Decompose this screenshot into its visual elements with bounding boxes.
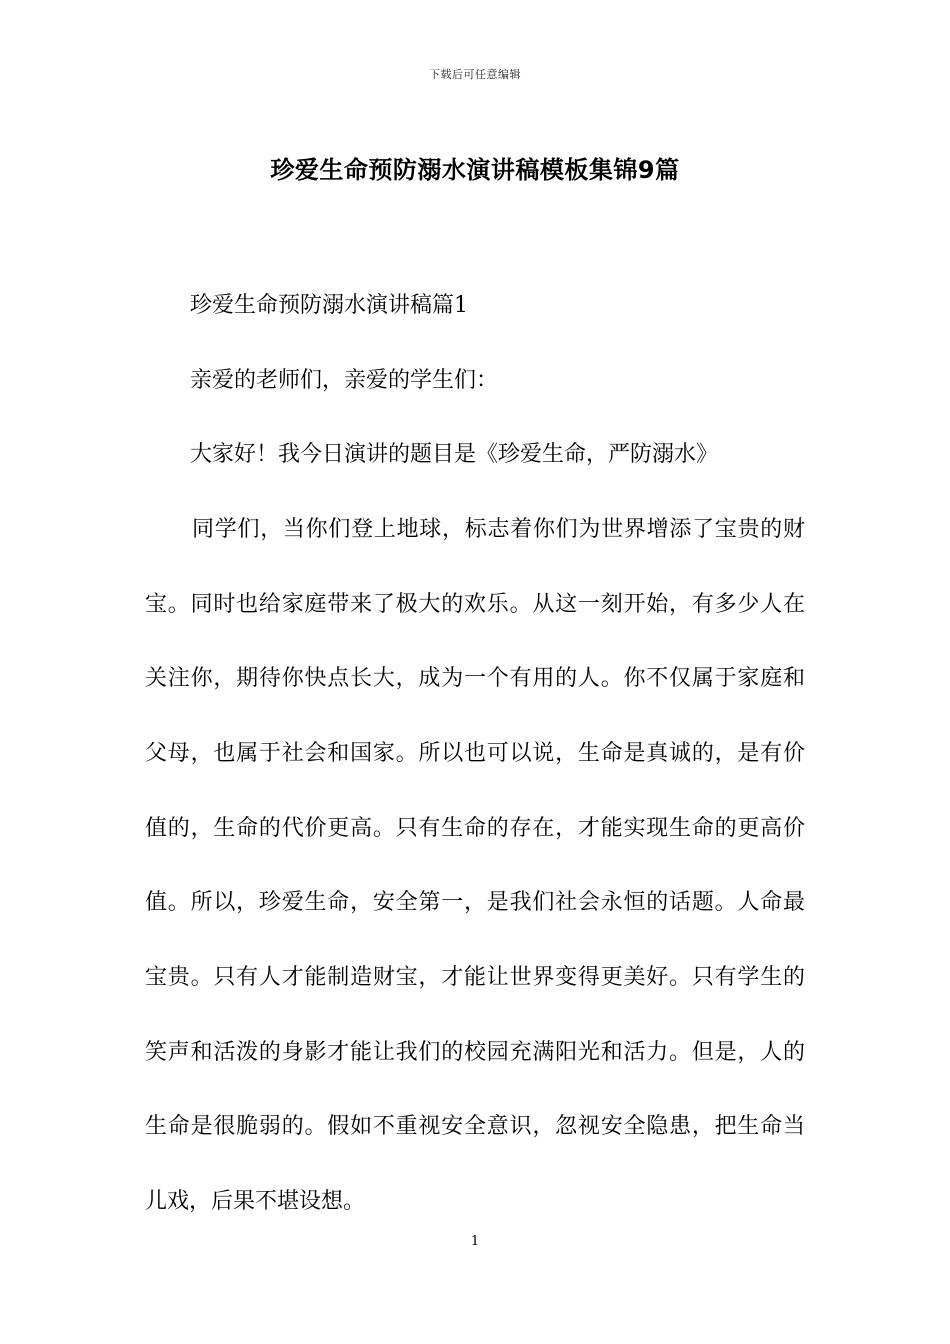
page-number: 1 [470,1234,480,1249]
document-title: 珍爱生命预防溺水演讲稿模板集锦9篇 [270,156,680,184]
body-line: 值。所以，珍爱生命，安全第一，是我们社会永恒的话题。人命最 [145,890,805,915]
body-line: 同学们，当你们登上地球，标志着你们为世界增添了宝贵的财 [192,517,805,542]
section-heading: 珍爱生命预防溺水演讲稿篇1 [190,293,468,318]
body-line: 笑声和活泼的身影才能让我们的校园充满阳光和活力。但是，人的 [145,1040,805,1065]
body-line: 宝贵。只有人才能制造财宝，才能让世界变得更美好。只有学生的 [145,965,805,990]
body-line: 生命是很脆弱的。假如不重视安全意识，忽视安全隐患，把生命当 [145,1114,805,1139]
body-line: 父母，也属于社会和国家。所以也可以说，生命是真诚的，是有价 [145,741,805,766]
greeting-paragraph: 亲爱的老师们，亲爱的学生们： [190,368,499,393]
body-line: 值的，生命的代价更高。只有生命的存在，才能实现生命的更高价 [145,816,805,841]
header-note: 下载后可任意编辑 [429,68,521,81]
intro-paragraph: 大家好！我今日演讲的题目是《珍爱生命，严防溺水》 [190,442,719,467]
body-line: 儿戏，后果不堪设想。 [145,1189,366,1214]
body-line: 宝。同时也给家庭带来了极大的欢乐。从这一刻开始，有多少人在 [145,592,805,617]
body-line: 关注你，期待你快点长大，成为一个有用的人。你不仅属于家庭和 [145,666,805,691]
